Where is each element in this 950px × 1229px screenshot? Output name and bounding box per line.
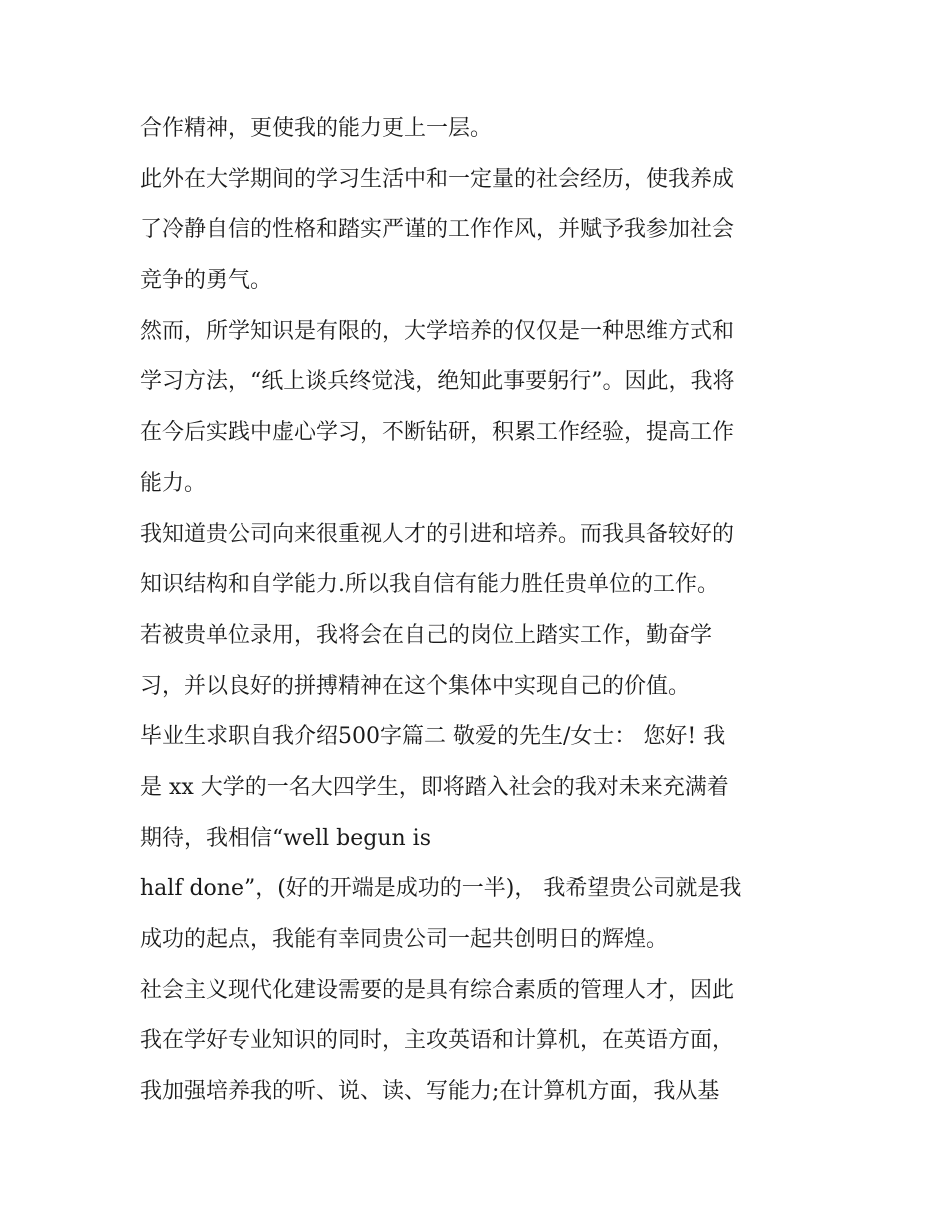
text-line: 知识结构和自学能力.所以我自信有能力胜任贵单位的工作。 [140, 572, 719, 598]
text-line: 期待，我相信“well begun is [140, 825, 432, 851]
text-line: 了冷静自信的性格和踏实严谨的工作作风，并赋予我参加社会 [140, 217, 735, 243]
text-line: 成功的起点，我能有幸同贵公司一起共创明日的辉煌。 [140, 927, 669, 952]
text-line: 是 xx 大学的一名大四学生，即将踏入社会的我对未来充满着 [140, 774, 729, 800]
text-line: 我加强培养我的听、说、读、写能力;在计算机方面，我从基 [140, 1079, 720, 1105]
text-line: 此外在大学期间的学习生活中和一定量的社会经历，使我养成 [140, 166, 735, 192]
text-line: 若被贵单位录用，我将会在自己的岗位上踏实工作，勤奋学 [140, 622, 713, 648]
text-line: 社会主义现代化建设需要的是具有综合素质的管理人才，因此 [140, 977, 735, 1003]
text-line: 在今后实践中虚心学习，不断钻研，积累工作经验，提高工作 [140, 420, 735, 446]
text-line: 合作精神，更使我的能力更上一层。 [140, 116, 493, 141]
text-line: 学习方法，“纸上谈兵终觉浅，绝知此事要躬行”。因此，我将 [140, 369, 735, 395]
text-line: 能力。 [140, 470, 207, 496]
text-line: 毕业生求职自我介绍500字篇二 敬爱的先生/女士： 您好! 我 [140, 724, 726, 750]
text-line: 我知道贵公司向来很重视人才的引进和培养。而我具备较好的 [140, 521, 735, 547]
text-line: 竞争的勇气。 [140, 268, 273, 294]
text-line: 然而，所学知识是有限的，大学培养的仅仅是一种思维方式和 [140, 318, 735, 344]
text-line: 我在学好专业知识的同时，主攻英语和计算机，在英语方面， [140, 1028, 735, 1054]
text-line: 习，并以良好的拼搏精神在这个集体中实现自己的价值。 [140, 673, 691, 699]
body-text [140, 104, 830, 1118]
text-line: half done”，(好的开端是成功的一半)， 我希望贵公司就是我 [140, 876, 742, 902]
